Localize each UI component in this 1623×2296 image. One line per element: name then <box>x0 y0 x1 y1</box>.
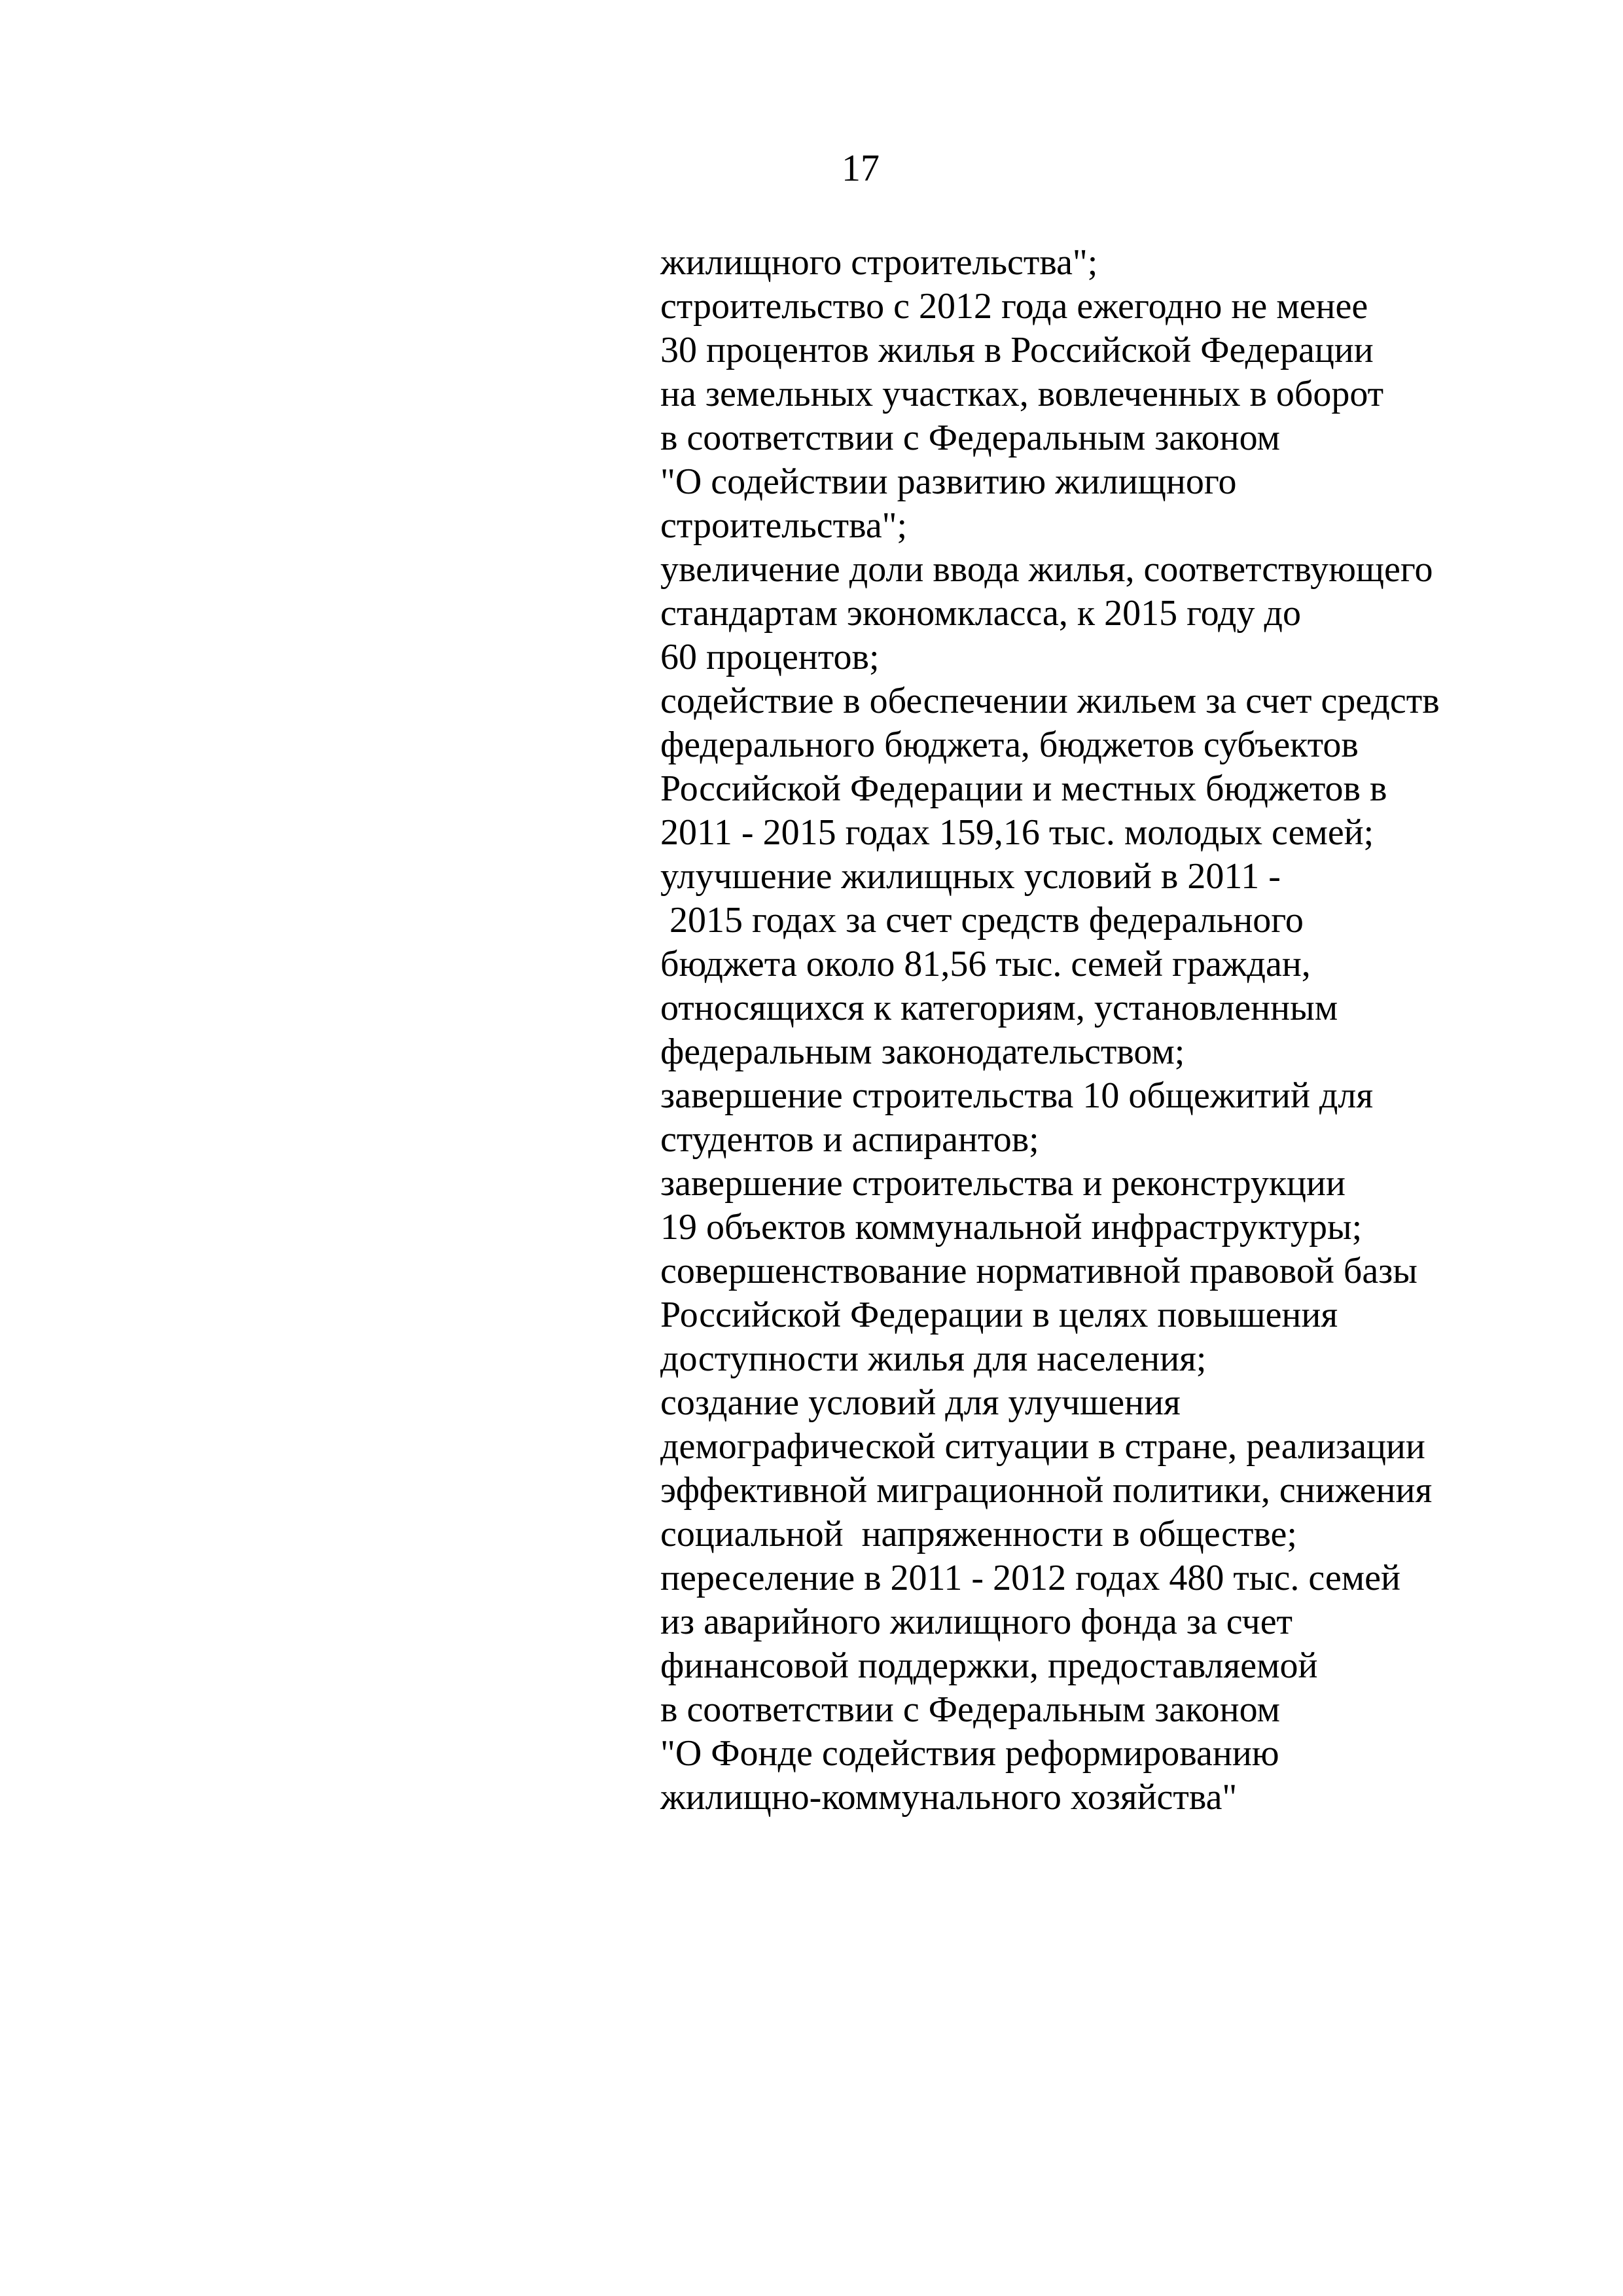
text-line: улучшение жилищных условий в 2011 - <box>660 856 1281 897</box>
text-line: относящихся к категориям, установленным <box>660 988 1338 1028</box>
text-line: "О Фонде содействия реформированию <box>660 1733 1279 1774</box>
page-number: 17 <box>842 147 880 189</box>
text-line: 30 процентов жилья в Российской Федерации <box>660 330 1374 370</box>
text-line: финансовой поддержки, предоставляемой <box>660 1645 1318 1686</box>
text-line: социальной напряженности в обществе; <box>660 1514 1297 1554</box>
text-line: 2015 годах за счет средств федерального <box>660 900 1304 941</box>
text-line: Российской Федерации и местных бюджетов в <box>660 768 1387 809</box>
text-line: совершенствование нормативной правовой базы <box>660 1251 1418 1291</box>
text-line: "О содействии развитию жилищного <box>660 461 1237 502</box>
text-line: строительство с 2012 года ежегодно не менее <box>660 286 1368 327</box>
text-line: из аварийного жилищного фонда за счет <box>660 1602 1293 1642</box>
text-line: стандартам экономкласса, к 2015 году до <box>660 593 1302 634</box>
text-line: 60 процентов; <box>660 637 880 677</box>
text-line: жилищного строительства"; <box>660 242 1098 283</box>
text-line: студентов и аспирантов; <box>660 1119 1039 1160</box>
text-line: жилищно-коммунального хозяйства" <box>660 1777 1238 1818</box>
text-line: Российской Федерации в целях повышения <box>660 1295 1338 1335</box>
text-block <box>660 241 1563 1820</box>
text-line: в соответствии с Федеральным законом <box>660 1689 1280 1730</box>
text-line: бюджета около 81,56 тыс. семей граждан, <box>660 944 1311 984</box>
text-line: демографической ситуации в стране, реализации <box>660 1426 1425 1467</box>
text-line: завершение строительства и реконструкции <box>660 1163 1346 1204</box>
text-line: создание условий для улучшения <box>660 1382 1181 1423</box>
text-line: содействие в обеспечении жильем за счет средств <box>660 681 1440 721</box>
text-line: федеральным законодательством; <box>660 1031 1185 1072</box>
text-line: 19 объектов коммунальной инфраструктуры; <box>660 1207 1363 1247</box>
text-line: 2011 - 2015 годах 159,16 тыс. молодых семей; <box>660 812 1374 853</box>
text-line: в соответствии с Федеральным законом <box>660 418 1280 458</box>
text-line: доступности жилья для населения; <box>660 1338 1207 1379</box>
text-line: федерального бюджета, бюджетов субъектов <box>660 725 1359 765</box>
text-line: строительства"; <box>660 505 908 546</box>
text-line: завершение строительства 10 общежитий для <box>660 1075 1374 1116</box>
text-line: переселение в 2011 - 2012 годах 480 тыс. семей <box>660 1558 1400 1598</box>
text-line: увеличение доли ввода жилья, соответствующего <box>660 549 1433 590</box>
text-line: на земельных участках, вовлеченных в оборот <box>660 374 1384 414</box>
text-line: эффективной миграционной политики, снижения <box>660 1470 1433 1511</box>
